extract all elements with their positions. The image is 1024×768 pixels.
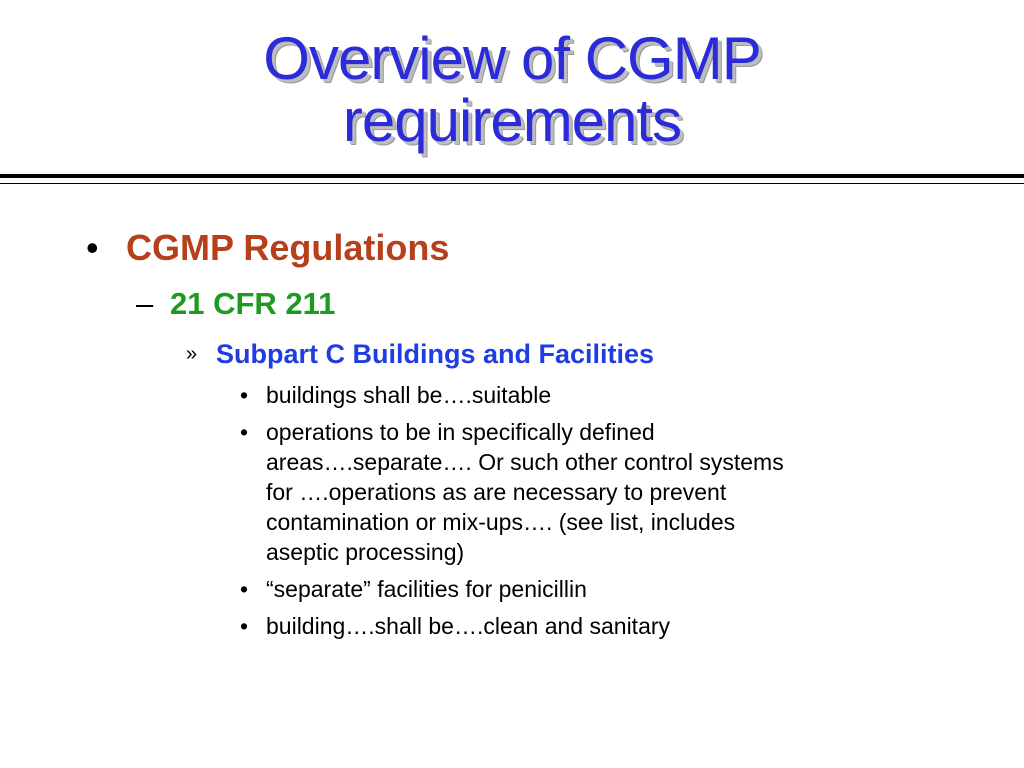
list-item-text: building….shall be….clean and sanitary bbox=[266, 613, 671, 639]
bullet-dot-icon: • bbox=[86, 227, 99, 268]
slide-title-line-1: Overview of CGMP bbox=[263, 25, 761, 92]
bullet-level-4-list bbox=[240, 380, 940, 648]
list-item bbox=[240, 380, 940, 410]
bullet-guillemet-icon: » bbox=[186, 343, 198, 365]
list-item-text: buildings shall be….suitable bbox=[266, 382, 552, 408]
bullet-level-1-text: CGMP Regulations bbox=[126, 227, 450, 268]
bullet-level-3 bbox=[186, 336, 654, 372]
bullet-level-3-text: Subpart C Buildings and Facilities bbox=[216, 339, 655, 369]
slide-title-line-2: requirements bbox=[342, 87, 682, 154]
title-divider-thin bbox=[0, 183, 1024, 184]
title-divider-thick bbox=[0, 174, 1024, 178]
list-item-text: operations to be in specifically defined areas….separate…. Or such other control systems for ….operations as are necessary to prevent contamination or mix-ups…. (see list, includes aseptic processing) bbox=[266, 419, 784, 565]
bullet-dot-icon: • bbox=[240, 576, 249, 602]
slide-title bbox=[0, 25, 1024, 154]
list-item bbox=[240, 611, 940, 641]
bullet-dot-icon: • bbox=[240, 382, 249, 408]
bullet-level-1 bbox=[86, 226, 449, 270]
list-item-text: “separate” facilities for penicillin bbox=[266, 576, 587, 602]
list-item bbox=[240, 574, 940, 604]
bullet-dot-icon: • bbox=[240, 613, 249, 639]
bullet-dash-icon: – bbox=[136, 286, 154, 321]
list-item bbox=[240, 417, 940, 567]
bullet-level-2-text: 21 CFR 211 bbox=[170, 286, 336, 321]
bullet-level-2 bbox=[136, 285, 335, 323]
bullet-dot-icon: • bbox=[240, 419, 249, 445]
